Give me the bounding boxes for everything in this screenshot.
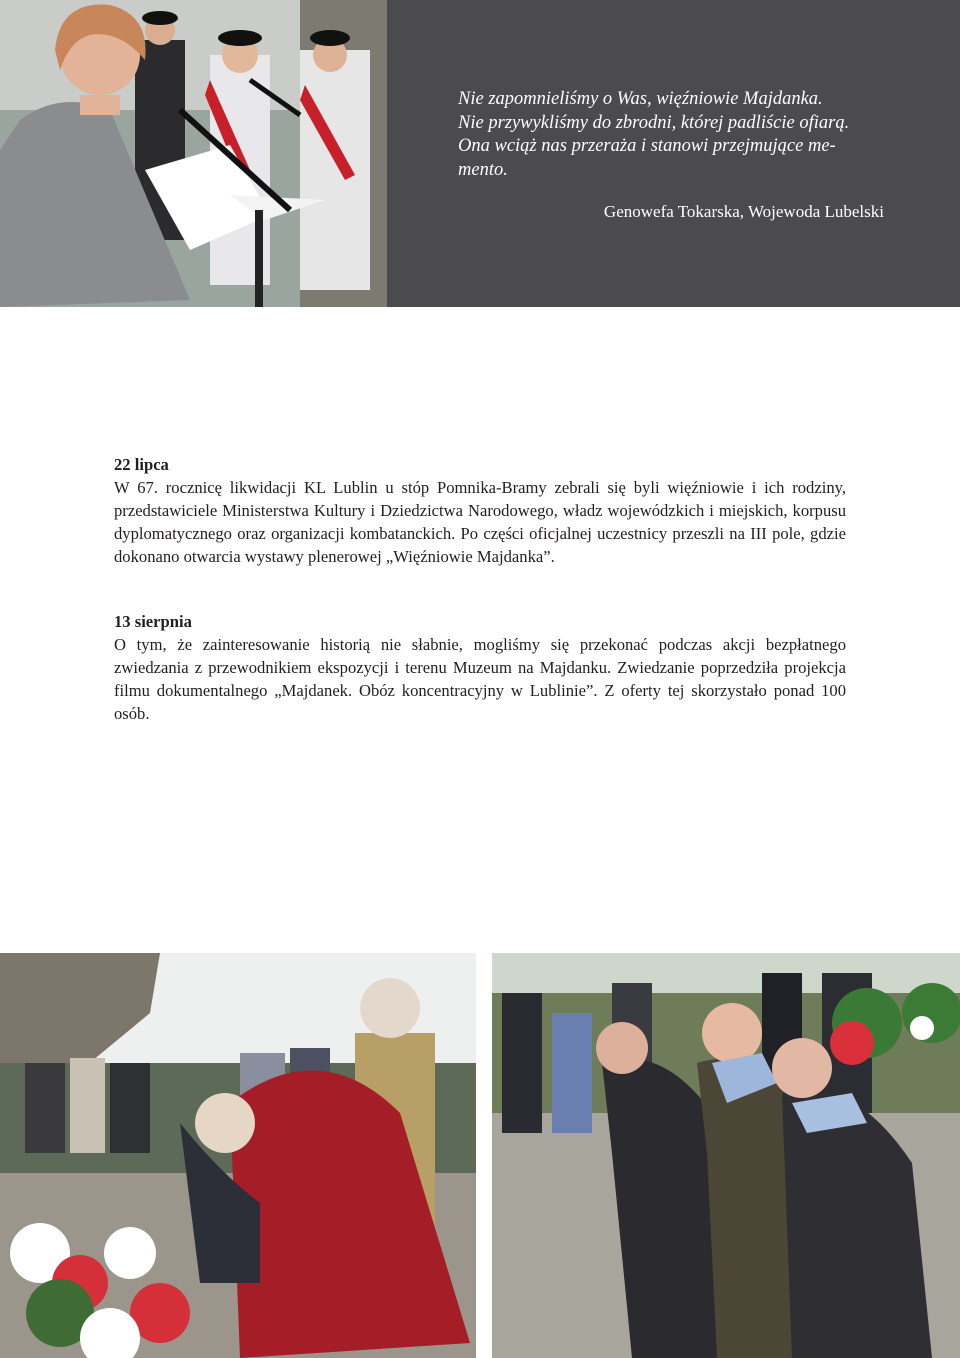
- quote-line: Nie przywykliśmy do zbrodni, której padliście ofiarą.: [458, 112, 850, 133]
- quote-attribution: Genowefa Tokarska, Wojewoda Lubelski: [603, 202, 884, 221]
- section-text: O tym, że zainteresowanie historią nie słabnie, mogliśmy się przekonać podczas akcji bezpłatnego zwiedzania z przewodnikiem ekspozycji i terenu Muzeum na Majdanku. Zwiedzanie poprzedziła projekcja filmu dokumentalnego „Majdanek. Obóz koncentracyjny w Lublinie”. Z oferty tej skorzystało ponad 100 osób.: [114, 635, 846, 723]
- section-date: 13 sierpnia: [114, 612, 192, 631]
- section-date: 22 lipca: [114, 455, 169, 474]
- quote-line: Ona wciąż nas przeraża i stanowi przejmujące me-: [458, 136, 836, 157]
- section-13-sierpnia: [114, 610, 846, 725]
- flower-laying-photo: [0, 953, 476, 1358]
- quote-line: mento.: [458, 159, 508, 180]
- quote-block: [458, 88, 884, 182]
- former-prisoners-photo: [492, 953, 960, 1358]
- quote-line: Nie zapomnieliśmy o Was, więźniowie Majdanka.: [458, 89, 823, 109]
- section-text: W 67. rocznicę likwidacji KL Lublin u stóp Pomnika-Bramy zebrali się byli więźniowie i ich rodziny, przedstawiciele Ministerstwa Kultury i Dziedzictwa Narodowego, władz wojewódzkich i miejskich, korpusu dyplomatycznego oraz organizacji kombatanckich. Po części oficjalnej uczestnicy przeszli na III pole, gdzie dokonano otwarcia wystawy plenerowej „Więźniowie Majdanka”.: [114, 478, 846, 566]
- section-22-lipca: [114, 453, 846, 568]
- ceremony-speaker-photo: [0, 0, 387, 307]
